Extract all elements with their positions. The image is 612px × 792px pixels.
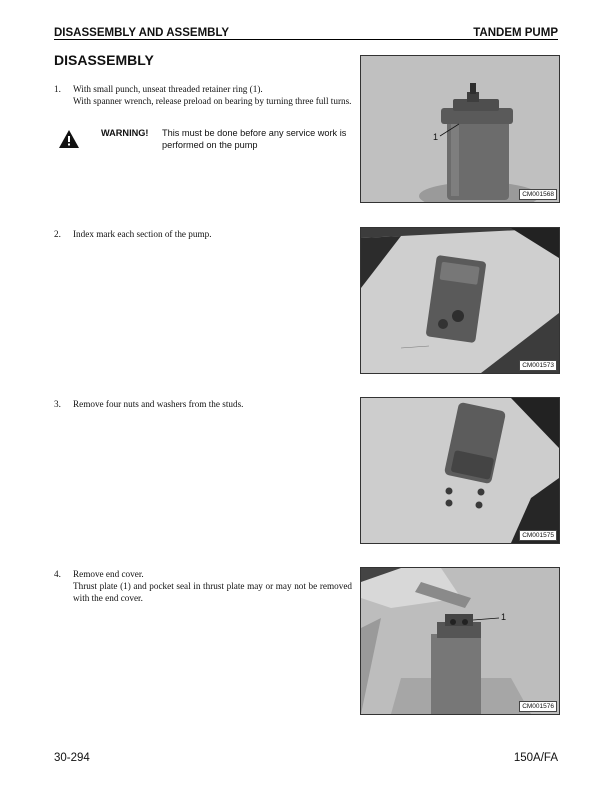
- figure-1-photo: [360, 55, 560, 203]
- figure-callout: 1: [501, 612, 507, 622]
- figure-4-photo: [360, 567, 560, 715]
- figure-code: CM001573: [519, 360, 557, 371]
- figure-code: CM001568: [519, 189, 557, 200]
- warning-box: [58, 127, 348, 153]
- figure-2-photo: [360, 227, 560, 374]
- header-rule: [54, 39, 558, 40]
- header-section-title: DISASSEMBLY AND ASSEMBLY: [54, 27, 230, 39]
- warning-text: This must be done before any service work is performed on the pump: [162, 128, 347, 150]
- step-number: 4.: [54, 569, 61, 579]
- header-component-title: TANDEM PUMP: [473, 27, 558, 39]
- step-text: Thrust plate (1) and pocket seal in thrust plate may or may not be removed with the end cover.: [73, 581, 352, 603]
- step-text: With small punch, unseat threaded retainer ring (1).: [73, 84, 263, 94]
- step-text: Remove four nuts and washers from the studs.: [73, 399, 244, 409]
- step-number: 3.: [54, 399, 61, 409]
- step-1: [54, 83, 352, 107]
- step-text: Index mark each section of the pump.: [73, 229, 212, 239]
- warning-triangle-icon: [58, 129, 80, 149]
- step-3: [54, 398, 352, 410]
- page-number: 30-294: [54, 752, 90, 764]
- figure-3-photo: [360, 397, 560, 544]
- model-code: 150A/FA: [513, 752, 558, 764]
- step-text: With spanner wrench, release preload on bearing by turning three full turns.: [73, 96, 352, 106]
- warning-label: WARNING!: [101, 128, 149, 138]
- page-title: DISASSEMBLY: [54, 52, 154, 68]
- step-number: 1.: [54, 84, 61, 94]
- figure-code: CM001575: [519, 530, 557, 541]
- step-text: Remove end cover.: [73, 569, 144, 579]
- step-2: [54, 228, 352, 240]
- step-4: [54, 568, 352, 604]
- figure-code: CM001576: [519, 701, 557, 712]
- step-number: 2.: [54, 229, 61, 239]
- figure-callout: 1: [433, 132, 439, 142]
